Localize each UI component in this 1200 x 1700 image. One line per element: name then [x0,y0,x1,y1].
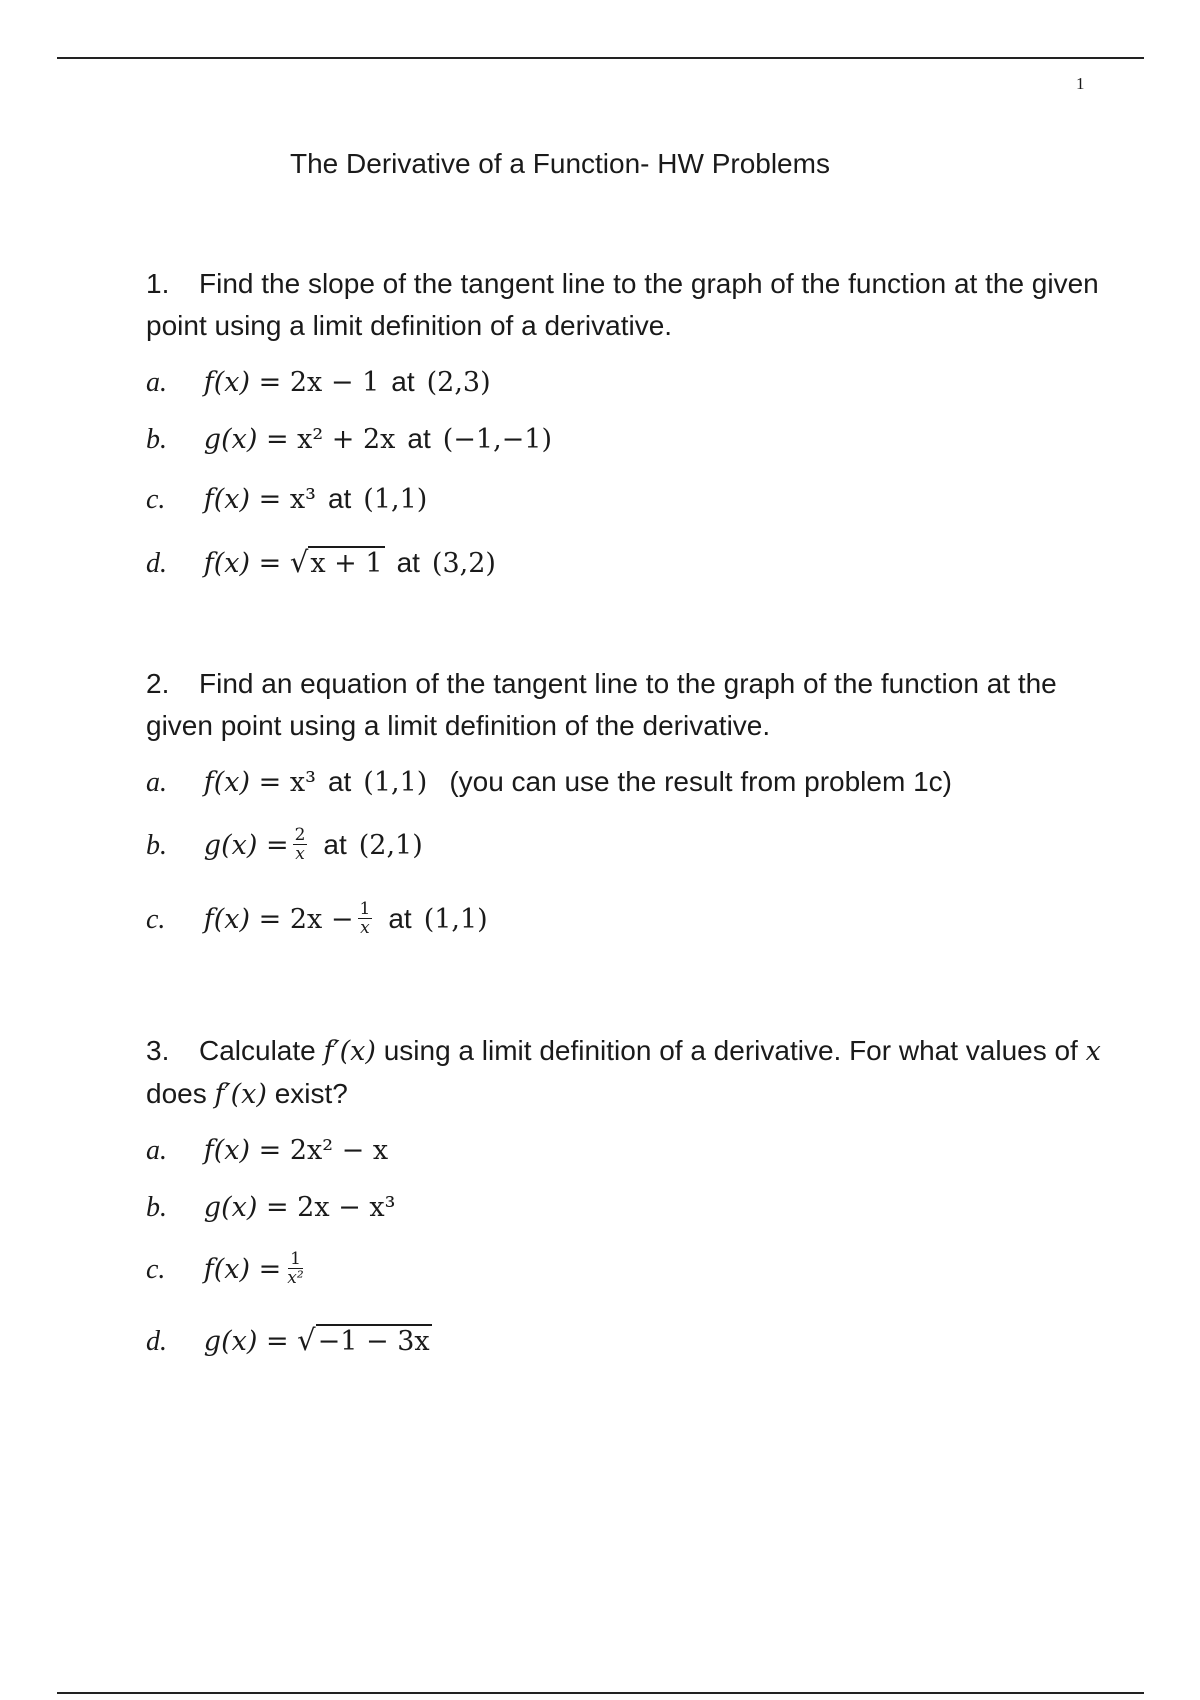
function-name: g(x) [203,829,258,861]
at-label: at [323,828,347,860]
item-letter: d. [146,1326,167,1357]
point: (2,3) [426,367,491,398]
item-letter: a. [146,767,167,798]
function-name: f(x) [203,1135,251,1166]
item-letter: b. [146,829,167,861]
at-label: at [407,423,431,454]
f-prime: f′(x) [214,1079,267,1110]
fraction [285,1250,305,1287]
item-letter: b. [146,1192,167,1223]
function-expression: 2x − 1 [289,367,380,398]
question-3-text-d: exist? [274,1078,348,1109]
function-expression: x² + 2x [297,424,396,455]
item-letter: d. [146,548,167,579]
point: (1,1) [423,903,488,935]
fraction [358,900,373,937]
function-name: f(x) [203,367,251,398]
question-1c: c. f(x) = x³ at (1,1) [146,483,428,515]
sqrt-icon: √ [297,1323,316,1357]
top-rule [57,57,1144,59]
question-1-text: Find the slope of the tangent line to the graph of the function at the given point using a limit definition of a derivative. [146,268,1099,341]
item-letter: a. [146,367,167,398]
at-label: at [391,366,415,397]
function-name: f(x) [203,1253,251,1285]
bottom-rule [57,1692,1144,1694]
question-2-number: 2. [146,668,170,699]
at-label: at [388,902,412,934]
function-name: f(x) [203,484,251,515]
fraction-numerator: 1 [290,1249,301,1269]
function-expression: 2x − x³ [297,1192,396,1223]
fraction [293,826,308,863]
hint-note: (you can use the result from problem 1c) [449,766,952,797]
item-letter: c. [146,484,166,515]
item-letter: b. [146,424,167,455]
item-letter: c. [146,903,166,935]
question-3-text-a: Calculate [199,1035,316,1066]
at-label: at [327,766,352,797]
function-name: g(x) [203,424,258,455]
question-2-text: Find an equation of the tangent line to the graph of the function at the given point using a limit definition of the derivative. [146,668,1057,741]
fraction-denominator: x² [287,1268,304,1288]
function-expression: x³ [289,767,316,798]
function-expression: −1 − 3x [317,1326,430,1357]
at-label: at [327,483,352,514]
point: (1,1) [363,767,428,798]
point: (3,2) [431,548,496,579]
point: (2,1) [358,829,423,861]
page-number: 1 [1076,74,1085,93]
question-3-text-c: does [146,1078,207,1109]
item-letter: c. [146,1253,166,1285]
item-letter: a. [146,1135,167,1166]
question-3-text-b: using a limit definition of a derivative. For what values of [383,1035,1078,1066]
function-name: f(x) [203,548,251,579]
point: (1,1) [363,484,428,515]
question-2a: a. f(x) = x³ at (1,1) (you can use the result from problem 1c) [146,766,952,798]
fraction-numerator: 2 [294,825,306,845]
question-1b: b. g(x) = x² + 2x at (−1,−1) [146,423,553,455]
question-3 [146,1030,1106,1116]
f-prime: f′(x) [323,1036,376,1067]
function-expression: 2x − [289,903,354,935]
question-3-number: 3. [146,1035,170,1066]
function-name: g(x) [203,1192,258,1223]
sqrt [297,1323,431,1357]
fraction-denominator: x [360,918,370,938]
question-3c: c. f(x) = $\frac{1}{\text{x²}}$ [146,1249,304,1288]
question-2c: c. f(x) = 2x − $\frac{1}{x}$ at (1,1) [146,899,488,938]
question-3d: d. g(x) = √−1 − 3x [146,1323,430,1357]
sqrt [290,545,385,579]
function-expression: x + 1 [310,548,383,579]
variable-x: x [1085,1036,1101,1067]
sqrt-icon: √ [289,545,309,579]
function-expression: 2x² − x [289,1135,389,1166]
page-title: The Derivative of a Function- HW Problems [290,148,830,179]
question-3b: b. g(x) = 2x − x³ [146,1192,396,1223]
question-3a: a. f(x) = 2x² − x [146,1135,389,1166]
question-1-number: 1. [146,268,170,299]
function-expression: x³ [289,484,316,515]
question-1 [146,263,1106,347]
question-1a: a. f(x) = 2x − 1 at (2,3) [146,366,491,398]
question-1d: d. f(x) = √x + 1 at (3,2) [146,545,496,579]
fraction-denominator: x [295,844,305,864]
question-2b: b. g(x) = $\frac{2}{x}$ at (2,1) [146,825,423,864]
function-name: f(x) [203,903,251,935]
question-2 [146,663,1106,747]
fraction-numerator: 1 [359,899,371,919]
function-name: f(x) [203,767,251,798]
function-name: g(x) [203,1326,258,1357]
at-label: at [396,547,420,578]
point: (−1,−1) [442,424,553,455]
